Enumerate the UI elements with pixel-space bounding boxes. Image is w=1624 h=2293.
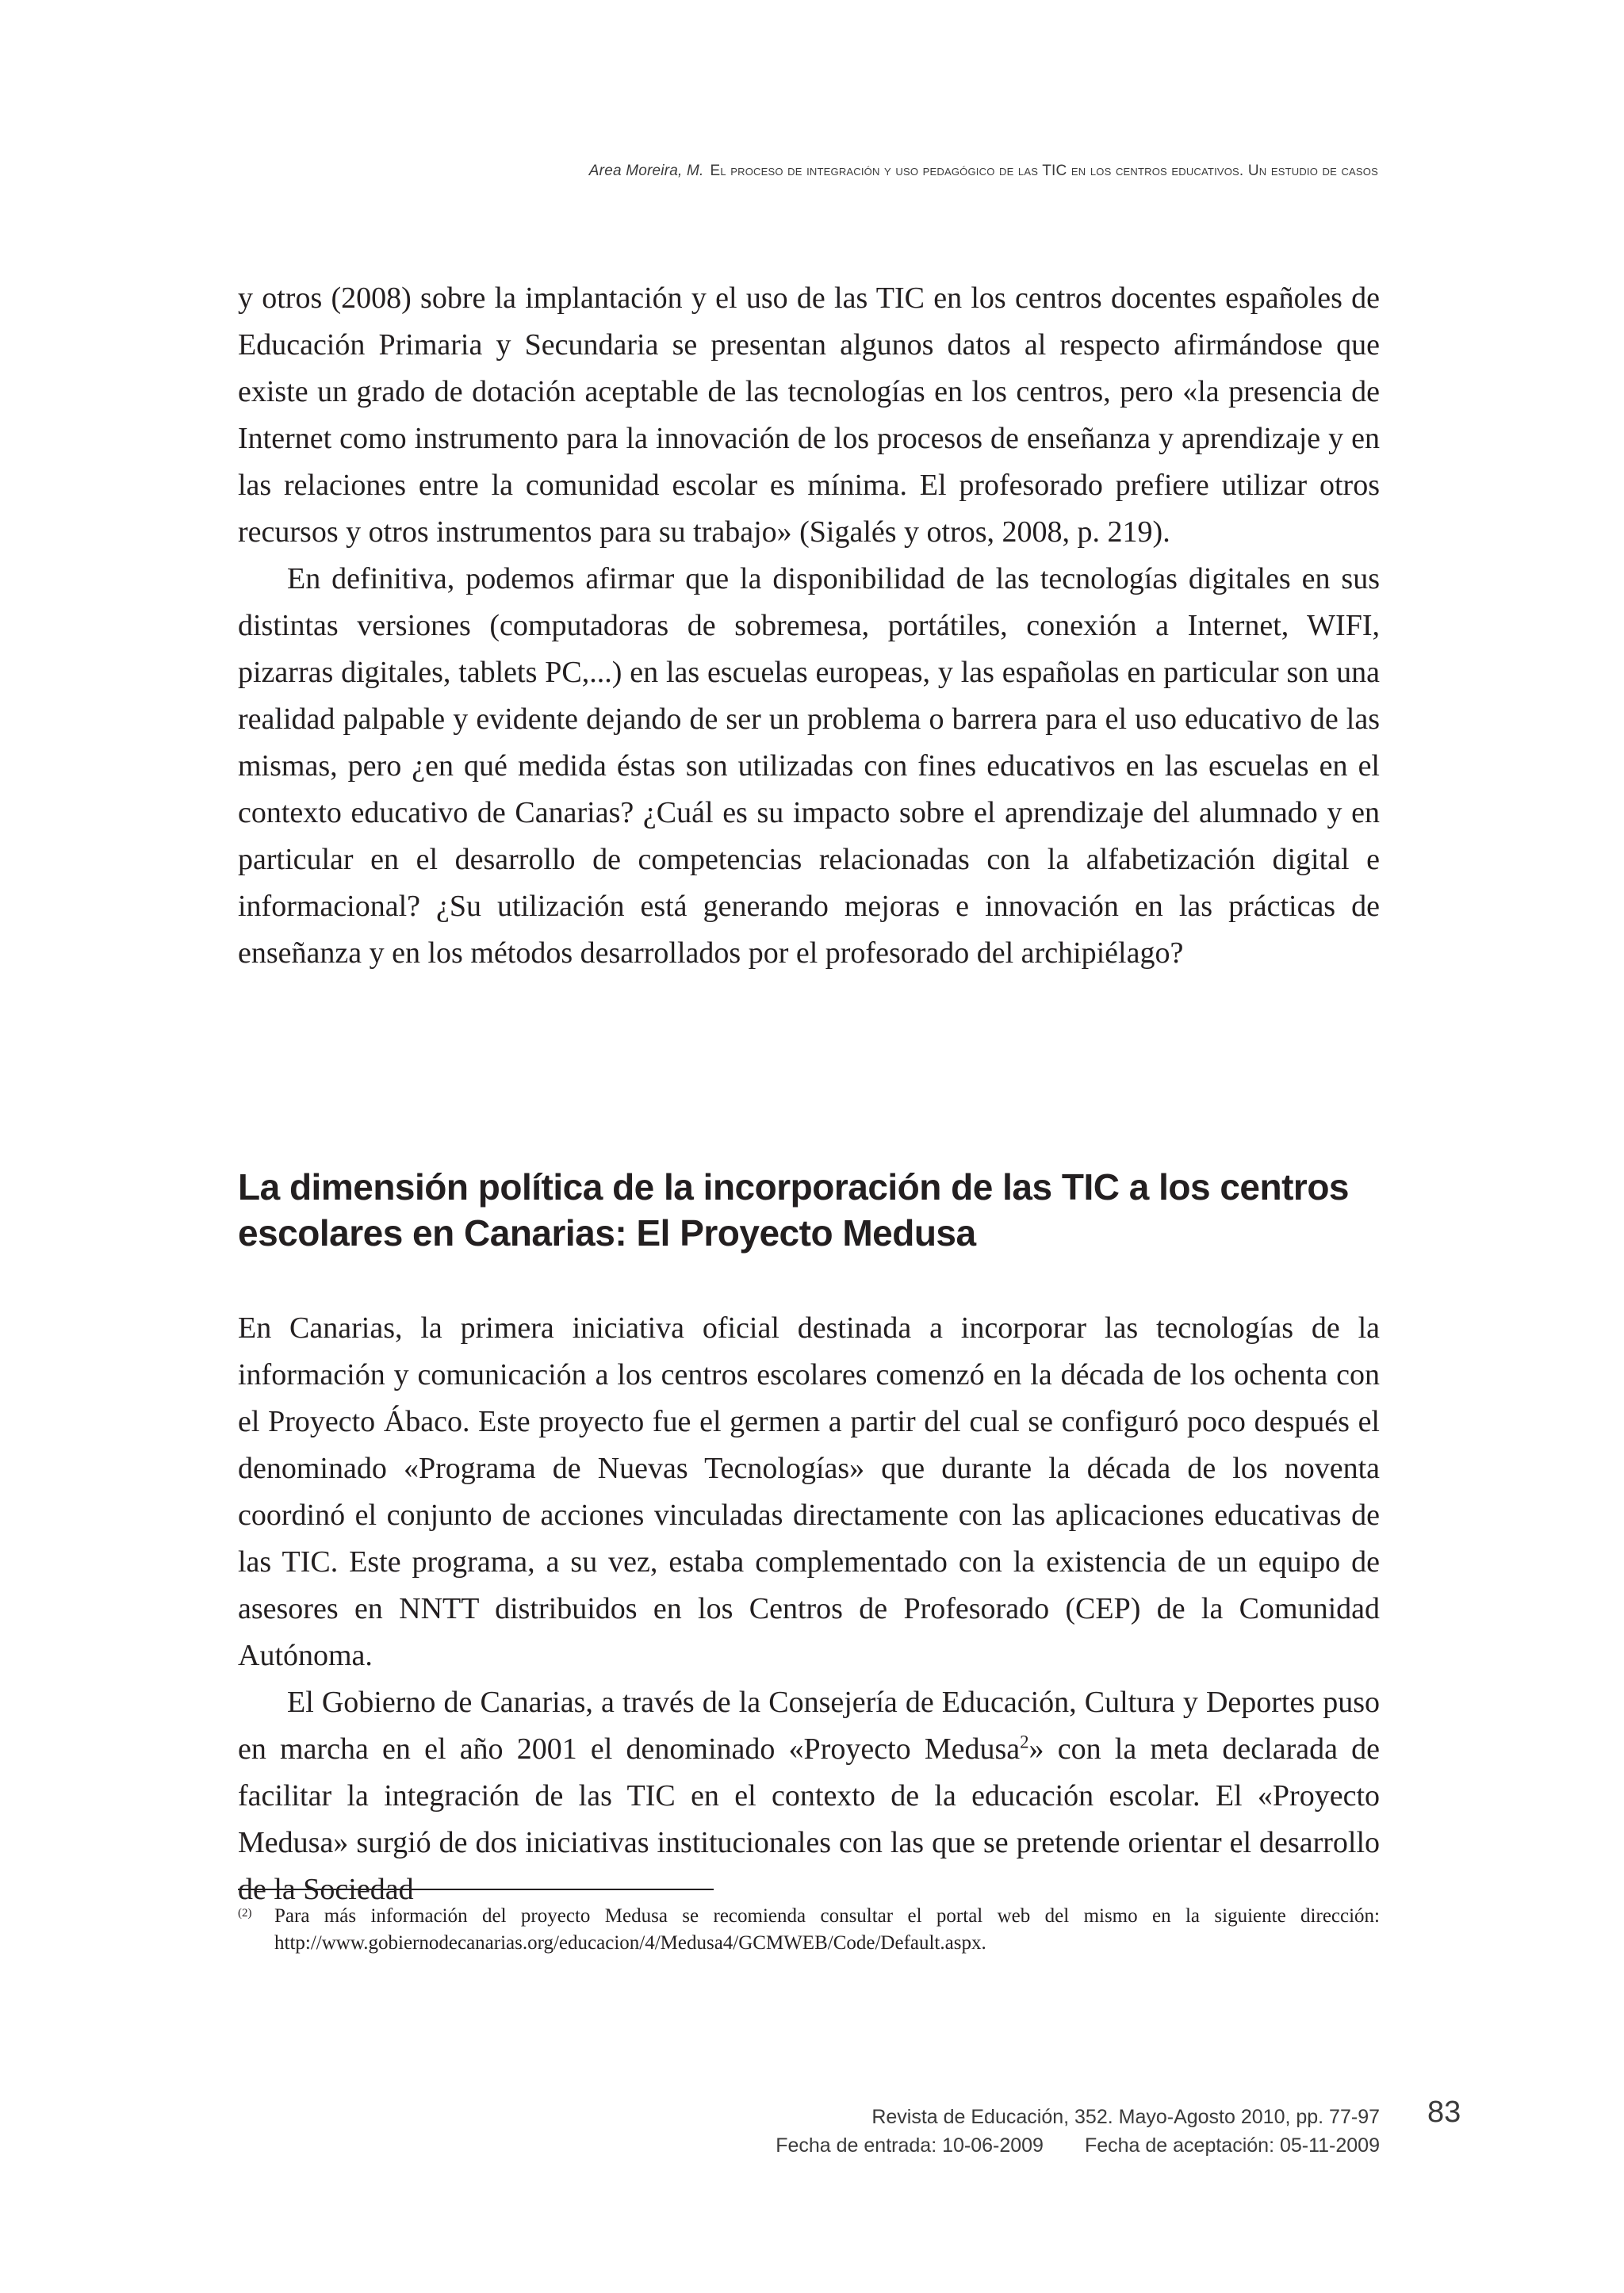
- footnote-text: Para más información del proyecto Medusa se recomienda consultar el portal web del mismo en la siguiente dirección: http://www.gobiernodecanarias.org/educacion/4/Medusa4/GCMWEB/Code/Default.aspx.: [274, 1905, 1380, 1954]
- page-footer: [776, 2103, 1380, 2160]
- paragraph-medusa-start: El Gobierno de Canarias, a través de la Consejería de Educación, Cultura y Deportes puso en marcha en el año 2001 el denominado «Proyecto Medusa: [238, 1686, 1380, 1766]
- footnote-marker: (2): [238, 1907, 252, 1920]
- footer-accepted-date: Fecha de aceptación: 05-11-2009: [1084, 2134, 1380, 2157]
- footer-dates: [776, 2131, 1380, 2160]
- footnote-reference[interactable]: 2: [1020, 1732, 1029, 1752]
- footer-journal-citation: Revista de Educación, 352. Mayo-Agosto 2010, pp. 77-97: [871, 2106, 1380, 2128]
- body-text-section: [238, 1305, 1380, 1913]
- footer-received-date: Fecha de entrada: 10-06-2009: [776, 2134, 1044, 2157]
- footnote-divider: [238, 1889, 714, 1890]
- paragraph: En Canarias, la primera iniciativa oficial destinada a incorporar las tecnologías de la información y comunicación a los centros escolares comenzó en la década de los ochenta con el Proyecto Ábaco. Este proyecto fue el germen a partir del cual se configuró poco después el denominado «Programa de Nuevas Tecnologías» que durante la década de los noventa coordinó el conjunto de acciones vinculadas directamente con las aplicaciones educativas de las TIC. Este programa, a su vez, estaba complementado con la existencia de un equipo de asesores en NNTT distribuidos en los Centros de Profesorado (CEP) de la Comunidad Autónoma.: [238, 1311, 1380, 1672]
- section-heading: La dimensión política de la incorporación de las TIC a los centros escolares en Canarias: El Proyecto Medusa: [238, 1166, 1349, 1254]
- header-author: Area Moreira, M.: [588, 163, 704, 179]
- paragraph-medusa: [238, 1679, 1380, 1913]
- paragraph: y otros (2008) sobre la implantación y el uso de las TIC en los centros docentes españoles de Educación Primaria y Secundaria se presentan algunos datos al respecto afirmándose que existe un grado de dotación aceptable de las tecnologías en los centros, pero «la presencia de Internet como instrumento para la innovación de los procesos de enseñanza y aprendizaje y en las relaciones entre la comunidad escolar es mínima. El profesorado prefiere utilizar otros recursos y otros instrumentos para su trabajo» (Sigalés y otros, 2008, p. 219).: [238, 281, 1380, 549]
- footnote: [238, 1903, 1380, 1957]
- running-header: [589, 163, 1378, 180]
- page-number: 83: [1427, 2096, 1461, 2129]
- paragraph: En definitiva, podemos afirmar que la disponibilidad de las tecnologías digitales en sus distintas versiones (computadoras de sobremesa, portátiles, conexión a Internet, WIFI, pizarras digitales, tablets PC,...) en las escuelas europeas, y las españolas en particular son una realidad palpable y evidente dejando de ser un problema o barrera para el uso educativo de las mismas, pero ¿en qué medida éstas son utilizadas con fines educativos en las escuelas en el contexto educativo de Canarias? ¿Cuál es su impacto sobre el aprendizaje del alumnado y en particular en el desarrollo de competencias relacionadas con la alfabetización digital e informacional? ¿Su utilización está generando mejoras e innovación en las prácticas de enseñanza y en los métodos desarrollados por el profesorado del archipiélago?: [238, 562, 1380, 970]
- paragraph-medusa-end: » con la meta declarada de facilitar la integración de las TIC en el contexto de la educación escolar. El «Proyecto Medusa» surgió de dos iniciativas institucionales con las que se pretende orientar el desarrollo de la Sociedad: [238, 1732, 1381, 1906]
- body-text-top: [238, 275, 1380, 977]
- header-article-title: El proceso de integración y uso pedagógico de las TIC en los centros educativos. Un estudio de casos: [710, 163, 1378, 179]
